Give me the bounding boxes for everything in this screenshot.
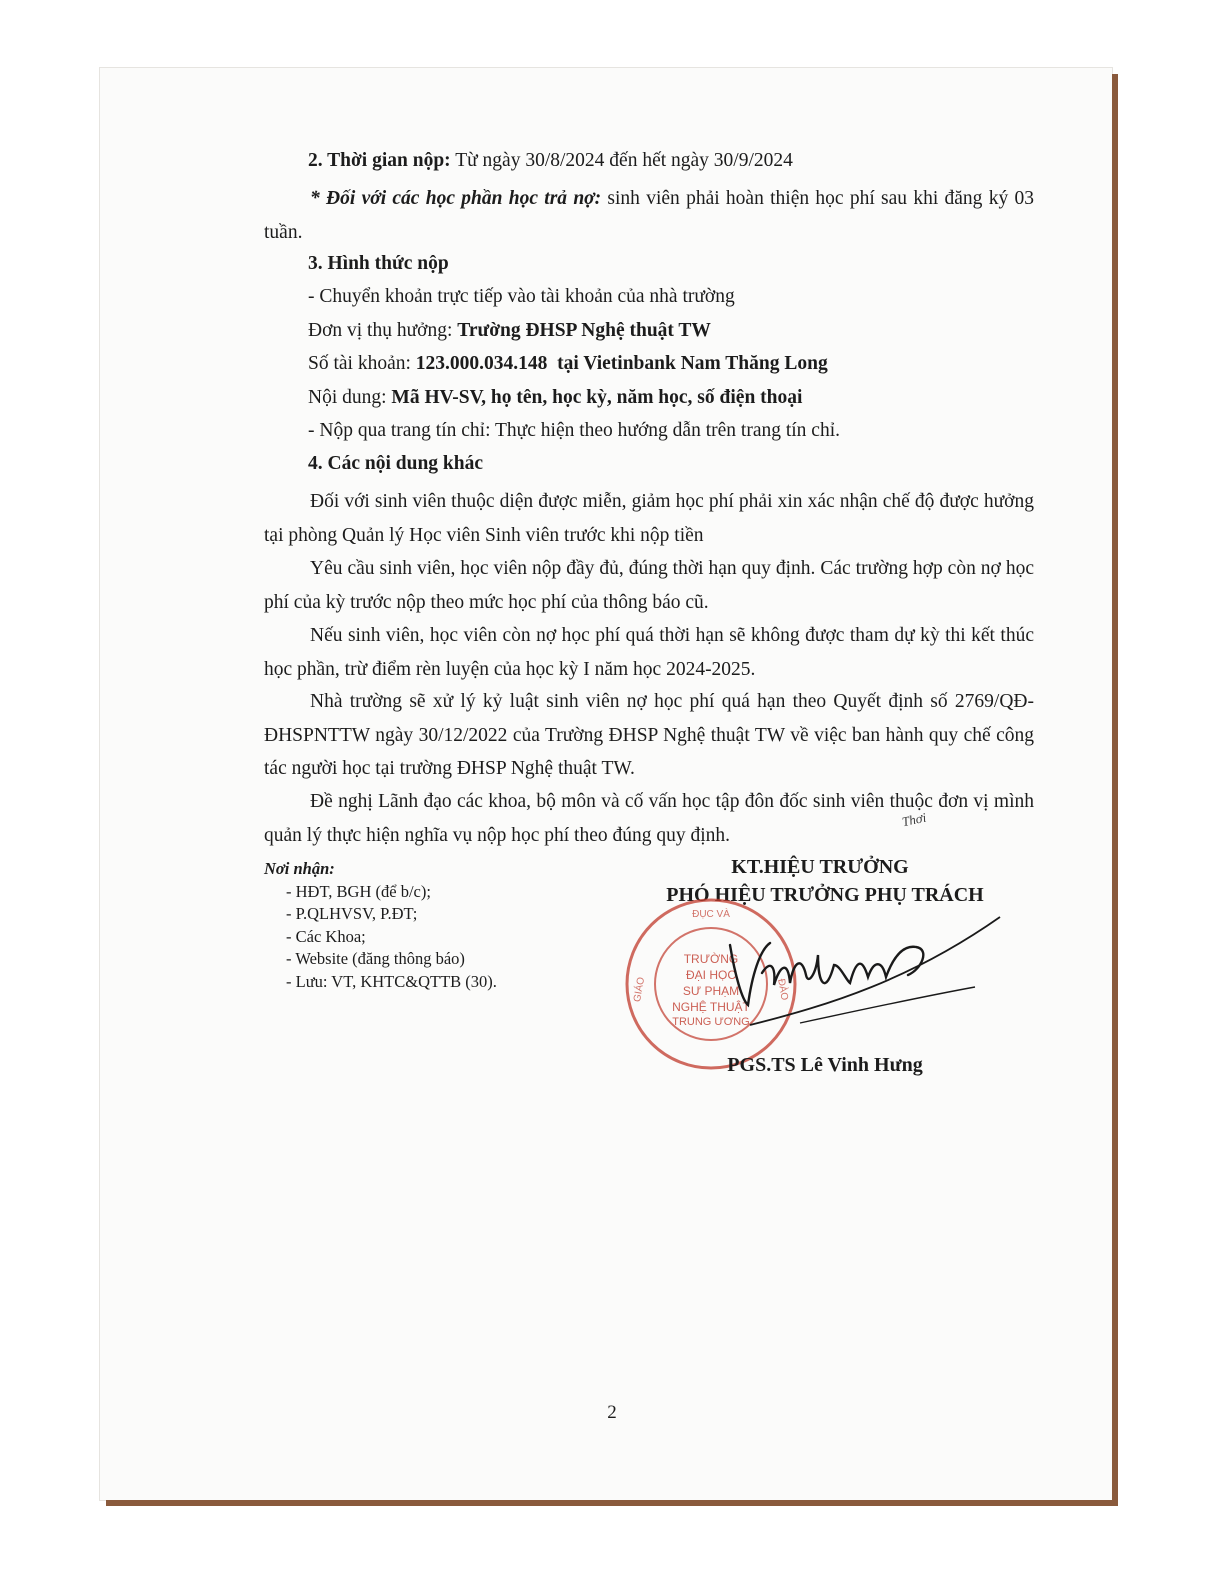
content-value: Mã HV-SV, họ tên, học kỳ, năm học, số điện thoại: [391, 387, 803, 408]
section-4-paragraph-3: Nếu sinh viên, học viên còn nợ học phí quá thời hạn sẽ không được tham dự kỳ thi kết thúc học phần, trừ điểm rèn luyện của học kỳ I năm học 2024-2025.: [264, 625, 1034, 680]
svg-text:SƯ PHẠM: SƯ PHẠM: [682, 984, 740, 998]
section-4-paragraph-4: Nhà trường sẽ xử lý kỷ luật sinh viên nợ học phí quá hạn theo Quyết định số 2769/QĐ-ĐHSPNTTW ngày 30/12/2022 của Trường ĐHSP Nghệ thuật TW về việc ban hành quy chế công tác người học tại trường ĐHSP Nghệ thuật TW.: [264, 691, 1034, 779]
section-4-paragraph-1: Đối với sinh viên thuộc diện được miễn, giảm học phí phải xin xác nhận chế độ được hưởng tại phòng Quản lý Học viên Sinh viên trước khi nộp tiền: [264, 491, 1034, 546]
content-line: [308, 387, 802, 409]
section-4-heading: [308, 453, 483, 475]
account-line: [308, 353, 828, 375]
section-2-note-label: * Đối với các học phần học trả nợ:: [310, 188, 602, 209]
signature-title-2: PHÓ HIỆU TRƯỞNG PHỤ TRÁCH: [666, 884, 984, 906]
section-3-label: 3. Hình thức nộp: [308, 253, 449, 274]
beneficiary-label: Đơn vị thụ hưởng:: [308, 320, 458, 341]
recipient-item: - HĐT, BGH (để b/c);: [286, 881, 431, 901]
section-3-transfer: - Chuyển khoản trực tiếp vào tài khoản của nhà trường: [308, 286, 735, 307]
recipients-heading: Nơi nhận:: [264, 859, 335, 878]
section-4-paragraph-5: Đề nghị Lãnh đạo các khoa, bộ môn và cố vấn học tập đôn đốc sinh viên thuộc đơn vị mình quản lý thực hiện nghĩa vụ nộp học phí theo đúng quy định.: [264, 791, 1034, 846]
beneficiary-value: Trường ĐHSP Nghệ thuật TW: [457, 320, 711, 341]
beneficiary-line: [308, 320, 711, 342]
handwritten-signature: [690, 905, 1030, 1045]
section-3-heading: [308, 253, 449, 275]
account-value: 123.000.034.148 tại Vietinbank Nam Thăng Long: [415, 353, 828, 374]
section-2-text: Từ ngày 30/8/2024 đến hết ngày 30/9/2024: [450, 150, 793, 171]
recipient-item: - P.QLHVSV, P.ĐT;: [286, 904, 418, 923]
svg-text:ĐỤC VÀ: ĐỤC VÀ: [692, 909, 730, 920]
svg-text:NGHỆ THUẬT: NGHỆ THUẬT: [672, 1000, 750, 1014]
section-2-line: [308, 150, 793, 172]
signature-title-1: KT.HIỆU TRƯỞNG: [731, 856, 909, 878]
section-4-paragraph-2: Yêu cầu sinh viên, học viên nộp đầy đủ, đúng thời hạn quy định. Các trường hợp còn nợ học phí của kỳ trước nộp theo mức học phí của thông báo cũ.: [264, 558, 1034, 613]
content-label: Nội dung:: [308, 387, 392, 408]
account-label: Số tài khoản:: [308, 353, 416, 374]
svg-text:TRUNG ƯƠNG: TRUNG ƯƠNG: [672, 1016, 750, 1028]
section-2-note-text: sinh viên phải hoàn thiện học phí sau khi đăng ký 03 tuần.: [264, 188, 1034, 243]
recipients-list: [264, 881, 497, 994]
page-number: 2: [607, 1402, 617, 1423]
section-2-label: 2. Thời gian nộp:: [308, 150, 451, 171]
svg-text:ĐẠI HỌC: ĐẠI HỌC: [685, 968, 737, 982]
svg-text:TRƯỜNG: TRƯỜNG: [683, 952, 739, 966]
recipient-item: - Website (đăng thông báo): [286, 949, 465, 968]
recipient-item: - Lưu: VT, KHTC&QTTB (30).: [286, 971, 497, 991]
section-4-label: 4. Các nội dung khác: [308, 453, 484, 474]
portal-line: - Nộp qua trang tín chỉ: Thực hiện theo hướng dẫn trên trang tín chỉ.: [308, 420, 841, 441]
svg-text:ĐÀO: ĐÀO: [775, 977, 790, 1002]
handwritten-initial: Thơi: [900, 809, 928, 830]
recipients-block: [264, 858, 497, 993]
recipient-item: - Các Khoa;: [286, 926, 366, 946]
signatory-name: PGS.TS Lê Vinh Hưng: [727, 1054, 923, 1076]
section-2-note: [264, 182, 1034, 249]
svg-text:GIÁO: GIÁO: [631, 976, 648, 1003]
